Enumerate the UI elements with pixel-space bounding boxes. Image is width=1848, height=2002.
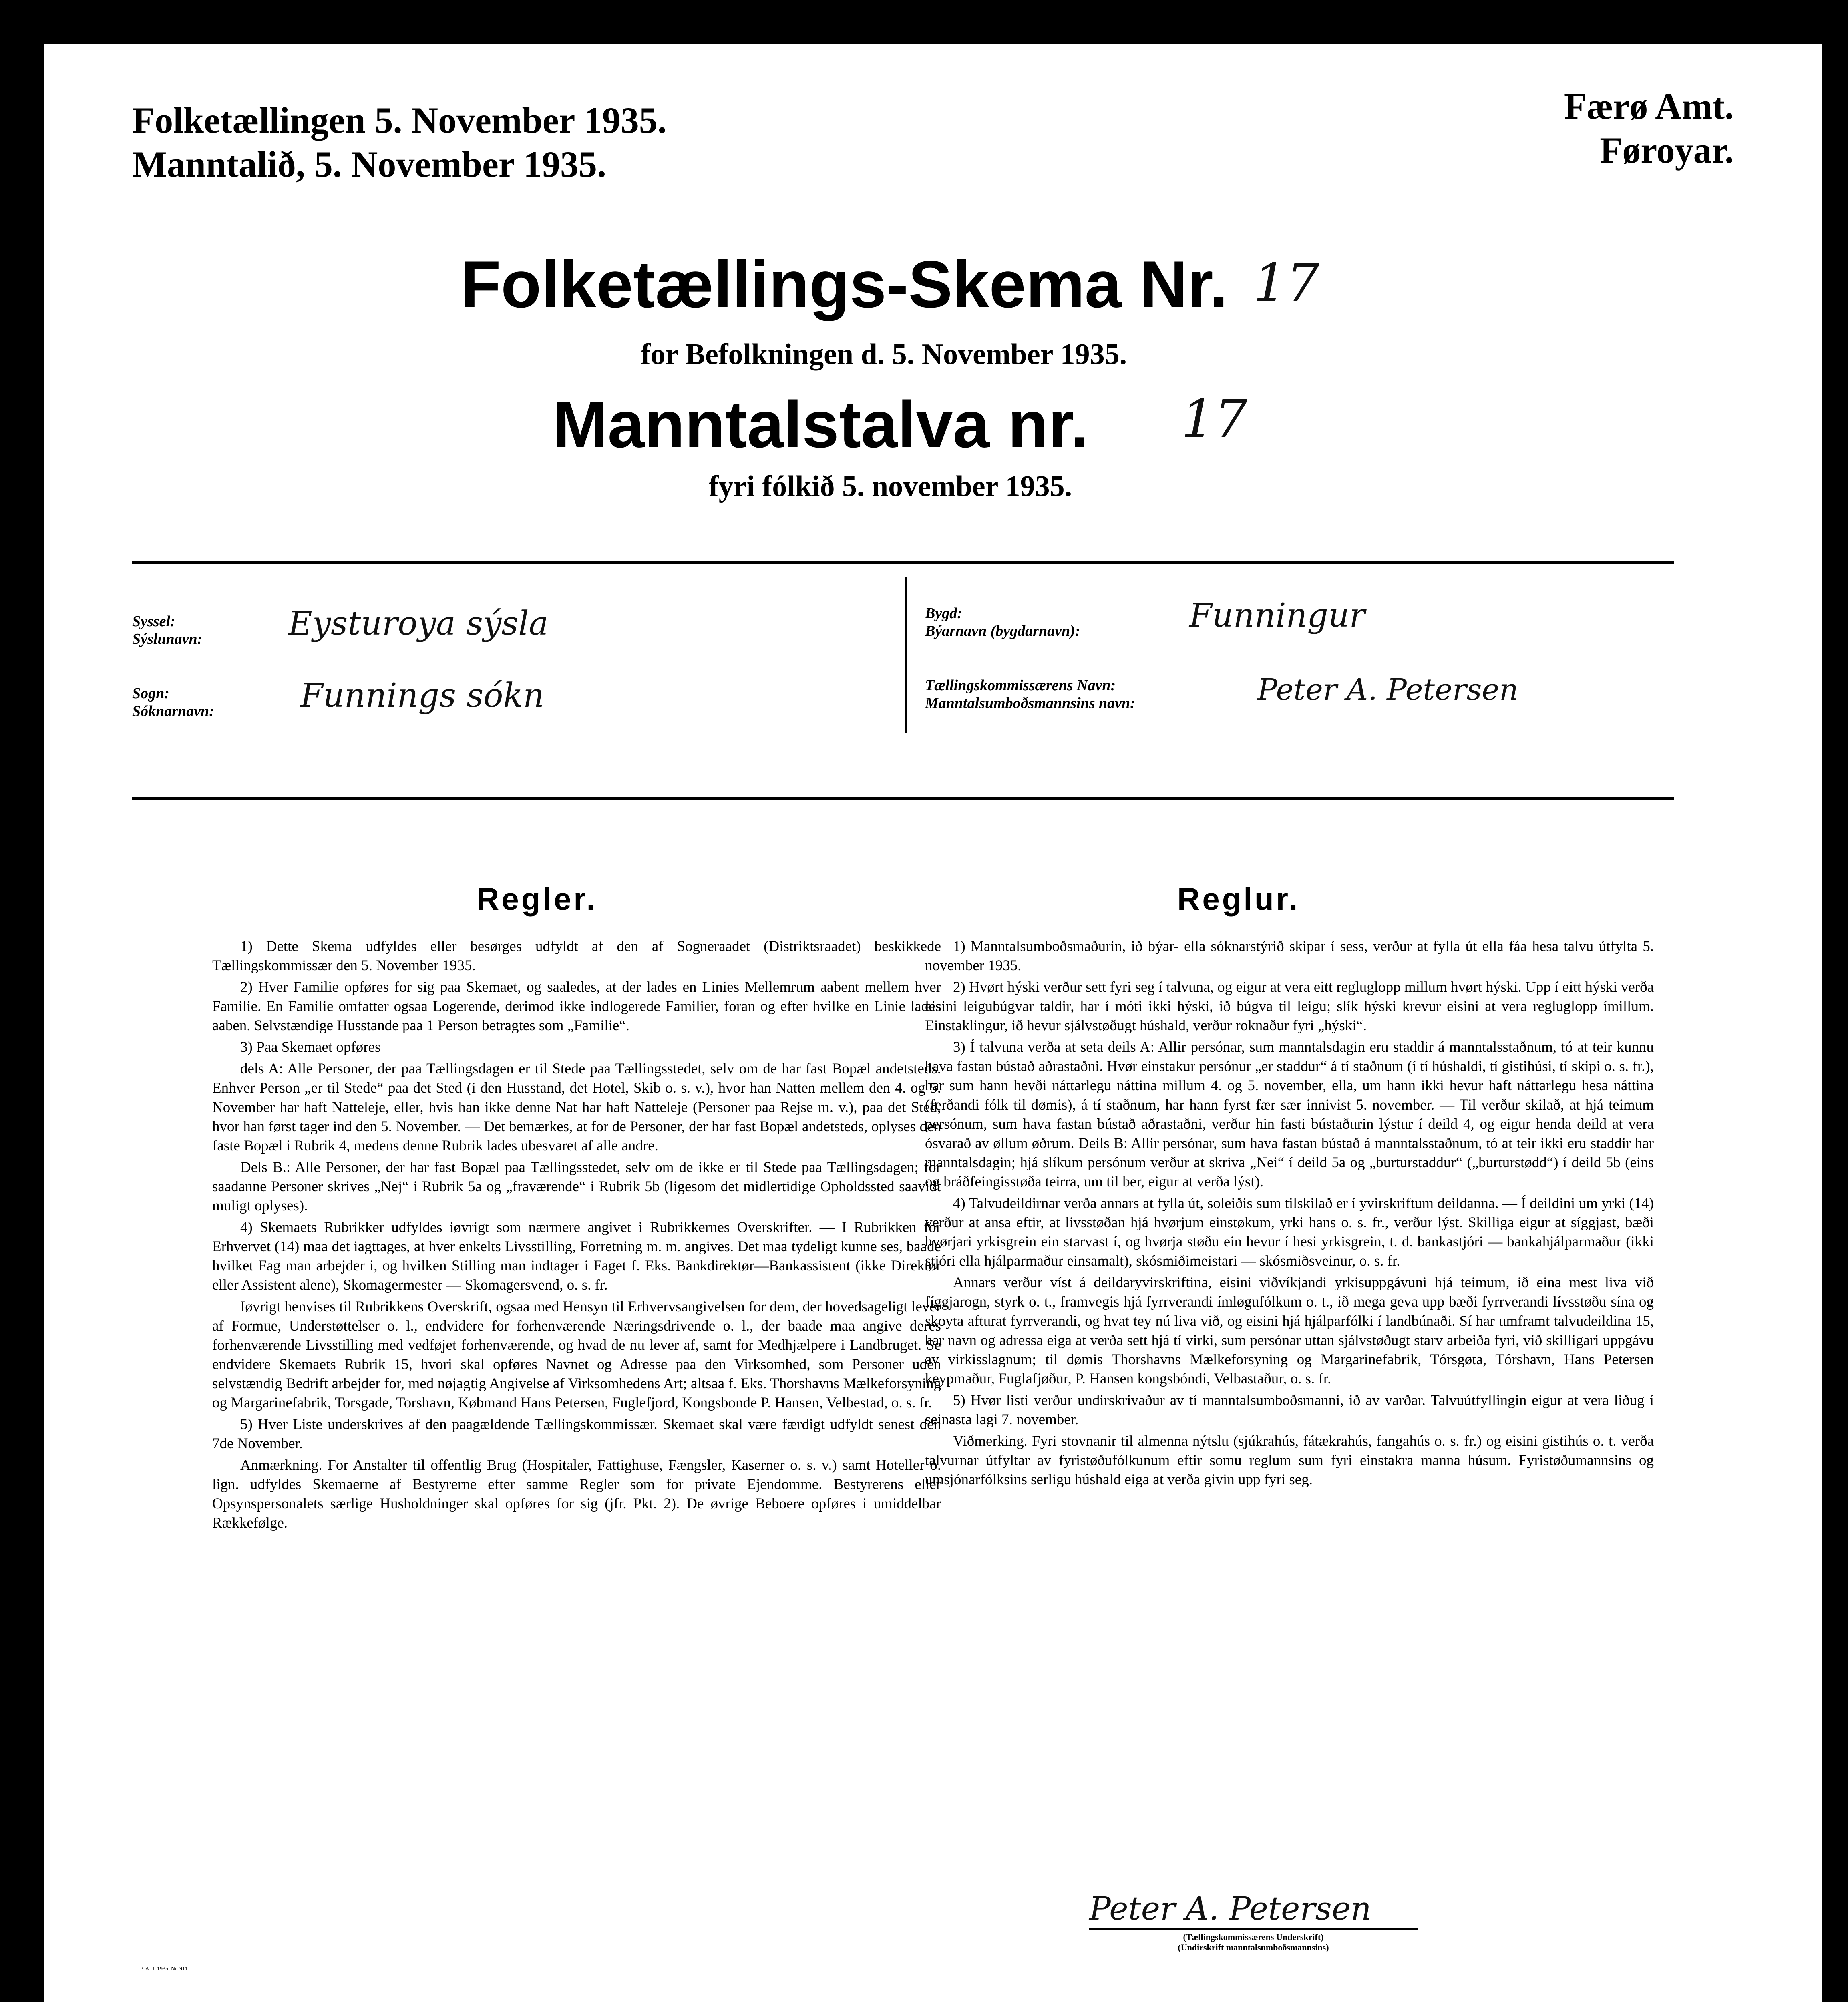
regler-paragraph: 2) Hver Familie opføres for sig paa Skemaet, og saaledes, at der lades en Linies Mellemrum aabent mellem hver Familie. En Familie omfatter ogsaa Logerende, derimod ikke indlogerede Familier, foran og efter hvilke en Linie lades aaben. Selvstændige Husstande paa 1 Person betragtes som „Familie“. xyxy=(212,979,941,1034)
sogn-value: Funnings sókn xyxy=(300,677,544,715)
regler-paragraph: 5) Hver Liste underskrives af den paagældende Tællingskommissær. Skemaet skal være færdigt udfyldt senest den 7de November. xyxy=(212,1416,941,1452)
header-line-1: Folketællingen 5. November 1935. xyxy=(132,100,667,141)
syssel-value: Eysturoya sýsla xyxy=(288,605,549,643)
regler-title: Regler. xyxy=(477,881,598,917)
skema-title: Folketællings-Skema Nr. xyxy=(460,247,1228,321)
header-line-2: Manntalið, 5. November 1935. xyxy=(132,144,607,185)
manntal-title: Manntalstalva nr. xyxy=(553,388,1089,461)
bygd-value: Funningur xyxy=(1189,597,1365,635)
regler-paragraph: Dels B.: Alle Personer, der har fast Bopæl paa Tællingsstedet, selv om de ikke er til Stede paa Tællingsdagen; for saadanne Personer skrives „Nej“ i Rubrik 5a og „fraværende“ i Rubrik 5b (ligesom det midlertidige Opholdssted saavidt muligt oplyses). xyxy=(212,1159,941,1214)
bygd-label: Bygd: Býarnavn (bygdarnavn): xyxy=(925,605,1080,639)
skema-subtitle: for Befolkningen d. 5. November 1935. xyxy=(641,338,1127,371)
reglur-title: Reglur. xyxy=(1177,881,1300,917)
regler-text xyxy=(212,937,941,1535)
signature-caption: (Tællingskommissærens Underskrift) (Undirskrift manntalsumboðsmannsins) xyxy=(1178,1932,1329,1952)
reglur-text xyxy=(925,937,1654,1492)
census-form xyxy=(44,44,1822,2002)
regler-paragraph: Iøvrigt henvises til Rubrikkens Overskrift, ogsaa med Hensyn til Erhvervsangivelsen for dem, der hovedsageligt lever af Formue, Understøttelser o. l., endvidere for forhenværende Næringsdrivende o. l., der baade maa angive deres forhenværende Livsstilling med vedføjet forhenværende, og hvad de nu lever af, samt for Medhjælpere i Landbruget. Se endvidere Skemaets Rubrik 15, hvori skal opføres Navnet og Adresse paa den Virksomhed, som Personer uden selvstændig Bedrift arbejder for, med nøjagtig Angivelse af Virksomhedens Art; altsaa f. Eks. Thorshavns Mælkeforsyning og Margarinefabrik, Torsgade, Torshavn, Købmand Hans Petersen, Fuglefjord, Kongsbonde P. Hansen, Velbestad, o. s. fr. xyxy=(212,1298,941,1411)
regler-paragraph: dels A: Alle Personer, der paa Tællingsdagen er til Stede paa Tællingsstedet, selv om de har fast Bopæl andetsteds. Enhver Person „er til Stede“ paa det Sted (i den Husstand, det Hotel, Skib o. s. v.), hvor han Natten mellem den 4. og 5. November har haft Natteleje, eller, hvis han ikke denne Nat har haft Natteleje (Personer paa Rejse m. v.), paa det Sted, hvor han først tager ind den 5. November. — Det bemærkes, at for de Personer, der har fast Bopæl andetsteds, oplyses den faste Bopæl i Rubrik 4, medens denne Rubrik lades ubesvaret af alle andre. xyxy=(212,1061,941,1154)
bottom-rule xyxy=(132,797,1674,800)
kommissaer-value: Peter A. Petersen xyxy=(1257,673,1518,707)
reglur-paragraph: 4) Talvudeildirnar verða annars at fylla út, soleiðis sum tilskilað er í yvirskriftum deildanna. — Í deildini um yrki (14) verður at ansa eftir, at livsstøðan hjá hvørjum einstøkum, yrki hans o. s. fr., verður lýst. Skilliga eigur at síggjast, bæði hvørjari yrkisgrein ein starvast í, og hvørja støðu ein hevur í hesi yrkisgrein, t. d. bankastjóri — bankahjálparmaður (ikki stjóri ella hjálparmaður einsamalt), skósmiðimeistari — skósmiðsveinur, o. s. fr. xyxy=(925,1195,1654,1269)
top-rule xyxy=(132,561,1674,564)
kommissaer-label: Tællingskommissærens Navn: Manntalsumboðsmannsins navn: xyxy=(925,677,1135,712)
reglur-paragraph: Annars verður víst á deildaryvirskriftina, eisini viðvíkjandi yrkisuppgávuni hjá teimum, ið eina mest liva við fíggjarogn, styrk o. t., framvegis hjá fyrrverandi ímløgufólkum o. t., ið mega geva upp bæði fyrrverandi lívsstøðu sína og skoyta afturat fyrrverandi, og hvat tey nú liva við, og eisini hjá hjálparfólki í landbúnaði. Sí har umframt talvudeildina 15, har navn og adressa eiga at verða sett hjá tí virki, sum persónar uttan sjálvstøðugt starv arbeiða fyri, við skilligari uppgávu av virkisslagnum; til dømis Thorshavns Mælkeforsyning og Margarinefabrik, Tórsgøta, Tórshavn, Hans Petersen keypmaður, Fuglafjøður, P. Hansen kongsbóndi, Velbastaður, o. s. fr. xyxy=(925,1274,1654,1387)
reglur-paragraph: 1) Manntalsumboðsmaðurin, ið býar- ella sóknarstýrið skipar í sess, verður at fylla út ella fáa hesa talvu útfylta 5. november 1935. xyxy=(925,938,1654,974)
reglur-paragraph: 2) Hvørt hýski verður sett fyri seg í talvuna, og eigur at vera eitt regluglopp millum hvørt hýski. Upp í eitt hýski verða eisini leigubúgvar taldir, har í móti ikki hýski, ið búgva til leigu; slík hýski krevur eisini at vera regluglopp ímillum. Einstaklingur, ið hevur sjálvstøðugt húshald, verður roknaður fyri „hýski“. xyxy=(925,979,1654,1034)
printer-mark: P. A. J. 1935. Nr. 911 xyxy=(140,1966,188,1972)
regler-paragraph: 3) Paa Skemaet opføres xyxy=(240,1039,381,1055)
reglur-paragraph: Viðmerking. Fyri stovnanir til almenna nýtslu (sjúkrahús, fátækrahús, fangahús o. s. fr.) og eisini gistihús o. t. verða talvurnar útfyltar av fyristøðufólkunum eftir somu reglum sum fyri einstakra manna húsum. Fyristøðumannsins og umsjónarfólksins serligu húshald eiga at verða givin upp fyri seg. xyxy=(925,1433,1654,1488)
regler-paragraph: 1) Dette Skema udfyldes eller besørges udfyldt af den af Sogneraadet (Distriktsraadet) beskikkede Tællingskommissær den 5. November 1935. xyxy=(212,938,941,974)
manntal-number: 17 xyxy=(1181,388,1248,449)
regler-paragraph: Anmærkning. For Anstalter til offentlig Brug (Hospitaler, Fattighuse, Fængsler, Kaserner o. s. v.) samt Hoteller o. lign. udfyldes Skemaerne af Bestyrerne efter samme Regler som for private Ejendomme. Bestyrerens eller Opsynspersonalets særlige Husholdninger skal opføres for sig (jfr. Pkt. 2). De øvrige Beboere opføres i umiddelbar Rækkefølge. xyxy=(212,1457,941,1531)
signature: Peter A. Petersen xyxy=(1089,1890,1371,1927)
syssel-label: Syssel: Sýslunavn: xyxy=(132,613,203,647)
regler-paragraph: 4) Skemaets Rubrikker udfyldes iøvrigt som nærmere angivet i Rubrikkernes Overskrifter. — I Rubrikken for Erhvervet (14) maa det iagttages, at hver enkelts Livsstilling, Forretning m. m. angives. Det maa tydeligt kunne ses, baade hvilket Fag man arbejder i, og hvilken Stilling man indtager i Faget f. Eks. Bankdirektør—Bankassistent (ikke Direktør eller Assistent alene), Skomagermester — Skomagersvend, o. s. fr. xyxy=(212,1219,941,1293)
reglur-paragraph: 5) Hvør listi verður undirskrivaður av tí manntalsumboðsmanni, ið av varðar. Talvuútfyllingin eigur at vera liðug í seinasta lagi 7. november. xyxy=(925,1392,1654,1428)
reglur-paragraph: 3) Í talvuna verða at seta deils A: Allir persónar, sum manntalsdagin eru staddir á manntalsstaðnum, tó at teir kunnu hava fastan bústað aðrastaðni. Hvør einstakur persónur „er staddur“ á tí staðnum (í tí húshaldi, tí gistihúsi, tí skipi o. s. fr.), har sum hann hevði náttarlegu náttina millum 4. og 5. november, ella, um hann ikki hevur haft náttarlegu hesa náttina (ferðandi fólk til dømis), á tí staðnum, har hann fyrst fær sær innivist 5. november. — Til verður skilað, at hjá teimum persónum, sum hava fastan bústað aðrastaðni, verður hin fasti bústaðurin lýstur í deild 4, og eigur henda deild at vera ósvarað av øllum øðrum. Deils B: Allir persónar, sum hava fastan bústað á manntalsstaðnum, tó at teir ikki eru staddir har manntalsdagin; hjá slíkum persónum verður at skriva „Nei“ í deild 5a og „burturstaddur“ („burturstødd“) í deild 5b (eins og bráðfeingisstøða teirra, um til ber, eigur at verða lýst). xyxy=(925,1039,1654,1190)
skema-number: 17 xyxy=(1253,252,1320,313)
signature-line xyxy=(1089,1928,1418,1930)
sogn-label: Sogn: Sóknarnavn: xyxy=(132,685,214,720)
region-line-2: Føroyar. xyxy=(1600,130,1734,171)
manntal-subtitle: fyri fólkið 5. november 1935. xyxy=(709,470,1072,503)
region-line-1: Færø Amt. xyxy=(1564,86,1734,127)
field-divider xyxy=(905,577,907,733)
